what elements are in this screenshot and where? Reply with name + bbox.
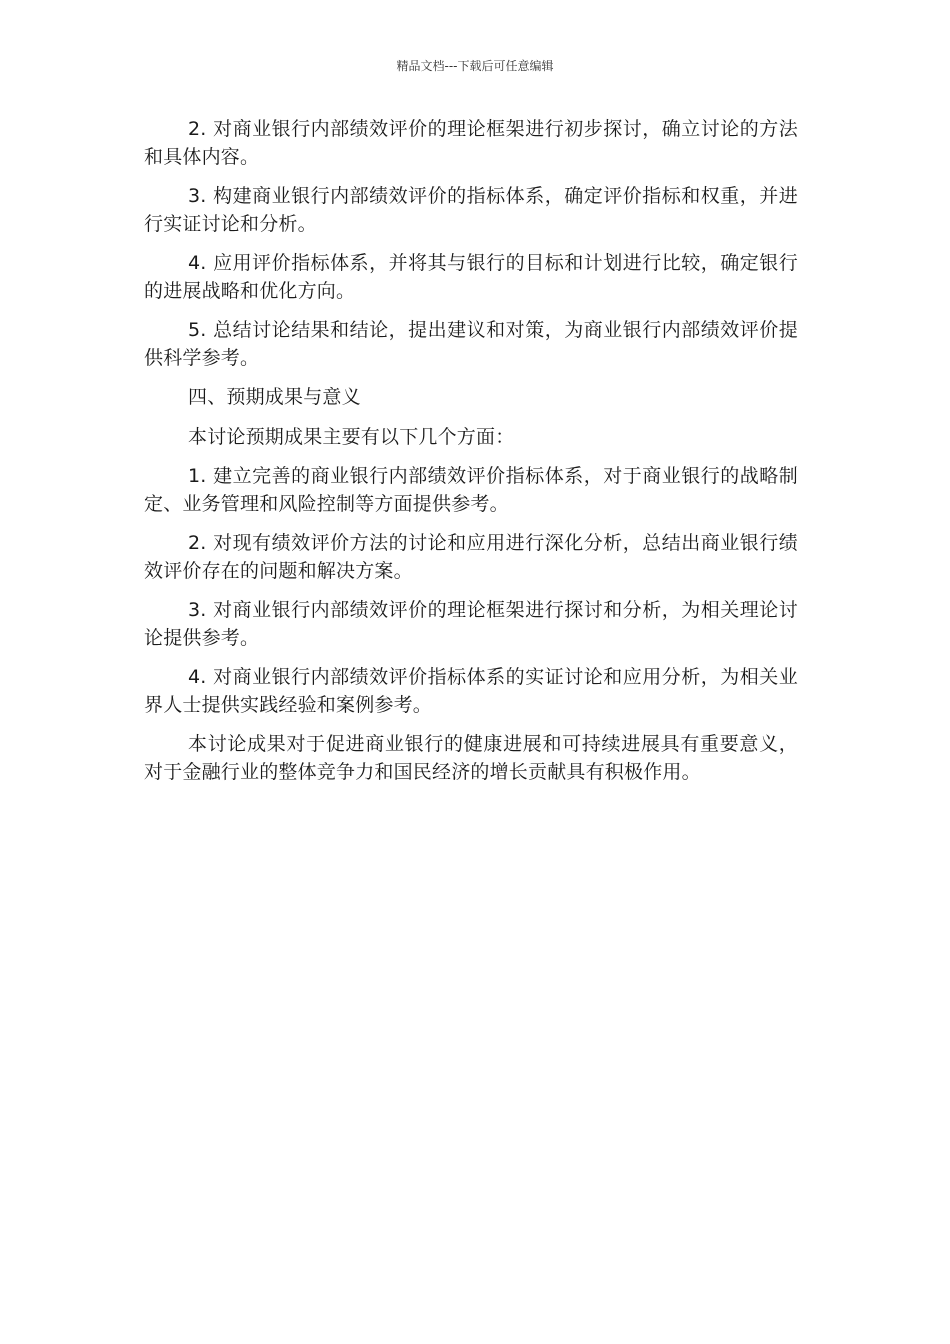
- paragraph-plan-step-5: 5. 总结讨论结果和结论，提出建议和对策，为商业银行内部绩效评价提供科学参考。: [144, 319, 798, 369]
- paragraph-result-4: 4. 对商业银行内部绩效评价指标体系的实证讨论和应用分析，为相关业界人士提供实践经验和案例参考。: [144, 666, 798, 716]
- paragraph-result-3: 3. 对商业银行内部绩效评价的理论框架进行探讨和分析，为相关理论讨论提供参考。: [144, 599, 798, 649]
- document-body: [144, 116, 798, 798]
- paragraph-result-2: 2. 对现有绩效评价方法的讨论和应用进行深化分析，总结出商业银行绩效评价存在的问题和解决方案。: [144, 532, 798, 582]
- paragraph-results-intro: 本讨论预期成果主要有以下几个方面：: [188, 425, 515, 448]
- paragraph-result-1: 1. 建立完善的商业银行内部绩效评价指标体系，对于商业银行的战略制定、业务管理和风险控制等方面提供参考。: [144, 465, 798, 515]
- paragraph-plan-step-2: 2. 对商业银行内部绩效评价的理论框架进行初步探讨，确立讨论的方法和具体内容。: [144, 118, 798, 168]
- page-header: 精品文档---下载后可任意编辑: [396, 59, 554, 73]
- paragraph-plan-step-3: 3. 构建商业银行内部绩效评价的指标体系，确定评价指标和权重，并进行实证讨论和分析。: [144, 185, 798, 235]
- paragraph-plan-step-4: 4. 应用评价指标体系，并将其与银行的目标和计划进行比较，确定银行的进展战略和优化方向。: [144, 252, 798, 302]
- paragraph-significance: 本讨论成果对于促进商业银行的健康进展和可持续进展具有重要意义，对于金融行业的整体竞争力和国民经济的增长贡献具有积极作用。: [144, 733, 798, 783]
- section-heading-expected-results: 四、预期成果与意义: [188, 386, 361, 408]
